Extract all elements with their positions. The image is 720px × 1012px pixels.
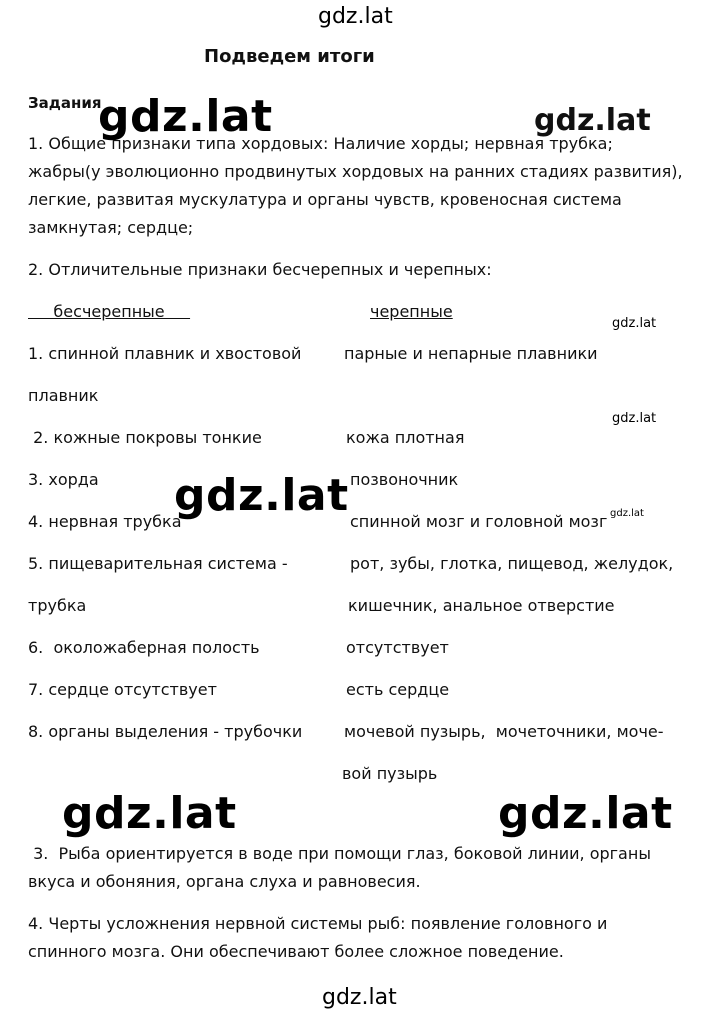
item1-line: 1. Общие признаки типа хордовых: Наличие хорды; нервная трубка; [28, 134, 613, 153]
watermark-top: gdz.lat [318, 4, 393, 29]
column-header-acrania: бесчерепные [28, 302, 191, 321]
row-right: мочевой пузырь, мочеточники, моче- [344, 722, 664, 741]
item3-line: 3. Рыба ориентируется в воде при помощи глаз, боковой линии, органы [28, 844, 651, 863]
row-right: есть сердце [346, 680, 450, 699]
row-left: 5. пищеварительная система - [28, 554, 288, 573]
row-right: позвоночник [350, 470, 459, 489]
section-label: Задания [28, 94, 102, 112]
watermark-big-left: gdz.lat [98, 91, 273, 142]
row-left: трубка [28, 596, 87, 615]
item3-line: вкуса и обоняния, органа слуха и равновесия. [28, 872, 421, 891]
row-left: 1. спинной плавник и хвостовой [28, 344, 302, 363]
row-right: вой пузырь [342, 764, 438, 783]
watermark-bottom: gdz.lat [322, 985, 397, 1010]
column-header-craniata: черепные [370, 302, 453, 321]
row-left: 8. органы выделения - трубочки [28, 722, 303, 741]
watermark-small-2: gdz.lat [612, 411, 657, 426]
row-left: 6. околожаберная полость [28, 638, 260, 657]
row-left: 2. кожные покровы тонкие [28, 428, 262, 447]
row-right: парные и непарные плавники [344, 344, 598, 363]
row-left: 3. хорда [28, 470, 99, 489]
item2-heading: 2. Отличительные признаки бесчерепных и черепных: [28, 260, 492, 279]
item4-line: спинного мозга. Они обеспечивают более сложное поведение. [28, 942, 564, 961]
watermark-big-mid: gdz.lat [174, 470, 349, 521]
row-right: спинной мозг и головной мозг [350, 512, 608, 531]
row-left: плавник [28, 386, 99, 405]
watermark-small-1: gdz.lat [612, 316, 657, 331]
row-left: 7. сердце отсутствует [28, 680, 217, 699]
row-right: кишечник, анальное отверстие [348, 596, 615, 615]
row-right: кожа плотная [346, 428, 465, 447]
page-title: Подведем итоги [204, 46, 375, 67]
item4-line: 4. Черты усложнения нервной системы рыб: появление головного и [28, 914, 608, 933]
watermark-big-right: gdz.lat [534, 103, 651, 138]
item1-line: замкнутая; сердце; [28, 218, 194, 237]
row-right: рот, зубы, глотка, пищевод, желудок, [350, 554, 674, 573]
watermark-big-bottom-right: gdz.lat [498, 788, 673, 839]
watermark-big-bottom-left: gdz.lat [62, 788, 237, 839]
item1-line: жабры(у эволюционно продвинутых хордовых на ранних стадиях развития), [28, 162, 683, 181]
item1-line: легкие, развитая мускулатура и органы чувств, кровеносная система [28, 190, 622, 209]
row-right: отсутствует [346, 638, 449, 657]
row-left: 4. нервная трубка [28, 512, 182, 531]
watermark-small-3: gdz.lat [610, 508, 644, 519]
